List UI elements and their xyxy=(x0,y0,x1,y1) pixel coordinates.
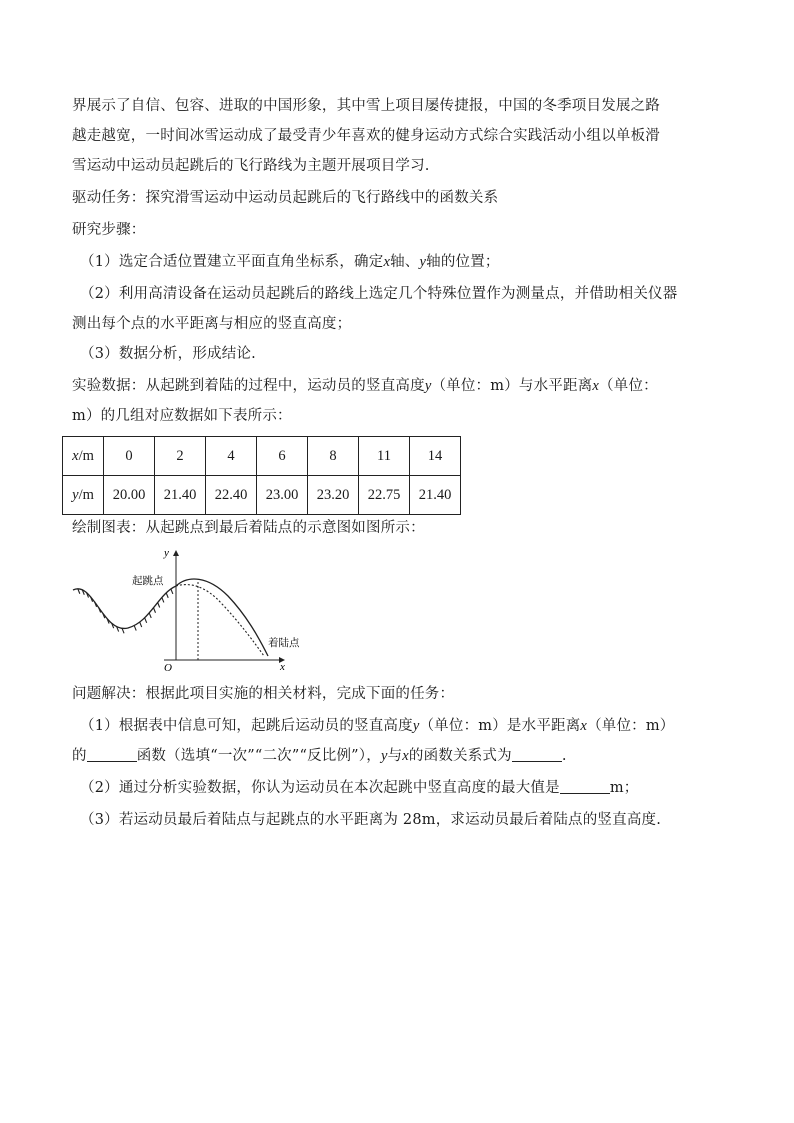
q1-text-e: 函数（选填“一次”“二次”“反比例”）， xyxy=(136,748,381,764)
flight-curve xyxy=(176,579,268,656)
table-x-unit: /m xyxy=(78,447,94,464)
table-cell: 22.75 xyxy=(359,476,410,515)
trajectory-figure xyxy=(68,546,318,672)
table-header-x xyxy=(63,437,104,476)
data-table xyxy=(62,436,461,515)
solve-intro: 问题解决：根据此项目实施的相关材料，完成下面的任务： xyxy=(72,686,455,702)
table-cell: 23.00 xyxy=(257,476,308,515)
step-1-x-var: x xyxy=(383,254,391,270)
intro-line-2: 越走越宽，一时间冰雪运动成了最受青少年喜欢的健身运动方式综合实践活动小组以单板滑 xyxy=(72,128,660,144)
hatch-mark xyxy=(158,603,160,608)
hatch-mark xyxy=(149,613,151,618)
q1-text-c: （单位：m） xyxy=(587,718,675,734)
table-header-y xyxy=(63,476,104,515)
table-row-x xyxy=(63,437,461,476)
table-row-y xyxy=(63,476,461,515)
hatch-mark xyxy=(140,622,142,627)
experiment-line-1 xyxy=(72,376,658,396)
answer-blank-max-height[interactable] xyxy=(560,779,610,794)
hatch-mark xyxy=(171,589,173,594)
step-1-text-a: （1）选定合适位置建立平面直角坐标系，确定 xyxy=(80,254,384,270)
table-cell: 8 xyxy=(308,437,359,476)
x-axis-label: x xyxy=(280,661,285,672)
intro-line-3: 雪运动中运动员起跳后的飞行路线为主题开展项目学习. xyxy=(72,158,430,174)
step-1-y-var: y xyxy=(419,254,427,270)
step-3: （3）数据分析，形成结论. xyxy=(80,346,256,362)
table-cell: 6 xyxy=(257,437,308,476)
hatch-mark xyxy=(154,608,156,613)
table-cell: 20.00 xyxy=(104,476,155,515)
experiment-text-b: （单位：m）与水平距离 xyxy=(431,378,593,394)
hatch-mark xyxy=(162,597,164,602)
question-3: （3）若运动员最后着陆点与起跳点的水平距离为 28m，求运动员最后着陆点的竖直高度. xyxy=(80,812,662,828)
q1-text-g: 的函数关系式为 xyxy=(408,748,512,764)
step-2-line-2: 测出每个点的水平距离与相应的竖直高度； xyxy=(72,316,352,332)
step-1 xyxy=(80,252,500,272)
q1-text-b: （单位：m）是水平距离 xyxy=(419,718,581,734)
origin-label: O xyxy=(164,662,172,672)
driving-task: 驱动任务：探究滑雪运动中运动员起跳后的飞行路线中的函数关系 xyxy=(72,190,499,206)
intro-line-1: 界展示了自信、包容、进取的中国形象，其中雪上项目屡传捷报，中国的冬季项目发展之路 xyxy=(72,98,660,114)
slope-hatching xyxy=(78,589,173,634)
answer-blank-function-type[interactable] xyxy=(87,747,137,762)
table-cell: 23.20 xyxy=(308,476,359,515)
table-cell: 14 xyxy=(410,437,461,476)
table-x-var: x xyxy=(72,447,79,464)
y-axis-label: y xyxy=(164,547,169,559)
step-1-text-c: 轴的位置； xyxy=(426,254,500,270)
question-1-line-1 xyxy=(80,716,675,736)
chart-caption: 绘制图表：从起跳点到最后着陆点的示意图如图所示： xyxy=(72,520,425,536)
table-cell: 21.40 xyxy=(155,476,206,515)
table-cell: 2 xyxy=(155,437,206,476)
table-cell: 21.40 xyxy=(410,476,461,515)
landing-label: 着陆点 xyxy=(268,637,300,649)
step-2-line-1: （2）利用高清设备在运动员起跳后的路线上选定几个特殊位置作为测量点，并借助相关仪器 xyxy=(80,286,678,302)
q1-x-var: x xyxy=(580,718,588,734)
experiment-text-a: 实验数据：从起跳到着陆的过程中，运动员的竖直高度 xyxy=(72,378,425,394)
table-cell: 0 xyxy=(104,437,155,476)
slope-curve xyxy=(73,586,176,628)
reference-curve-dotted xyxy=(176,585,264,656)
experiment-x-var: x xyxy=(592,378,600,394)
q1-end: . xyxy=(561,748,567,764)
step-1-text-b: 轴、 xyxy=(390,254,420,270)
q2-text-b: m； xyxy=(609,780,639,796)
experiment-text-c: （单位： xyxy=(599,378,658,394)
q1-text-d: 的 xyxy=(72,748,87,764)
hatch-mark xyxy=(145,618,147,623)
q1-y-var: y xyxy=(412,718,420,734)
question-1-line-2 xyxy=(72,746,567,766)
table-cell: 11 xyxy=(359,437,410,476)
q1-y-var-2: y xyxy=(380,748,388,764)
q2-text-a: （2）通过分析实验数据，你认为运动员在本次起跳中竖直高度的最大值是 xyxy=(80,780,560,796)
table-y-var: y xyxy=(72,486,79,503)
q1-x-var-2: x xyxy=(402,748,409,764)
table-y-unit: /m xyxy=(78,486,94,503)
takeoff-label: 起跳点 xyxy=(132,575,164,587)
q1-text-f: 与 xyxy=(387,748,403,764)
q1-text-a: （1）根据表中信息可知，起跳后运动员的竖直高度 xyxy=(80,718,413,734)
answer-blank-expression[interactable] xyxy=(512,747,562,762)
hatch-mark xyxy=(134,626,136,631)
hatch-mark xyxy=(166,593,168,598)
steps-title: 研究步骤： xyxy=(72,222,146,238)
experiment-line-2: m）的几组对应数据如下表所示： xyxy=(72,408,292,424)
experiment-y-var: y xyxy=(424,378,432,394)
table-cell: 22.40 xyxy=(206,476,257,515)
question-2 xyxy=(80,778,638,798)
table-cell: 4 xyxy=(206,437,257,476)
